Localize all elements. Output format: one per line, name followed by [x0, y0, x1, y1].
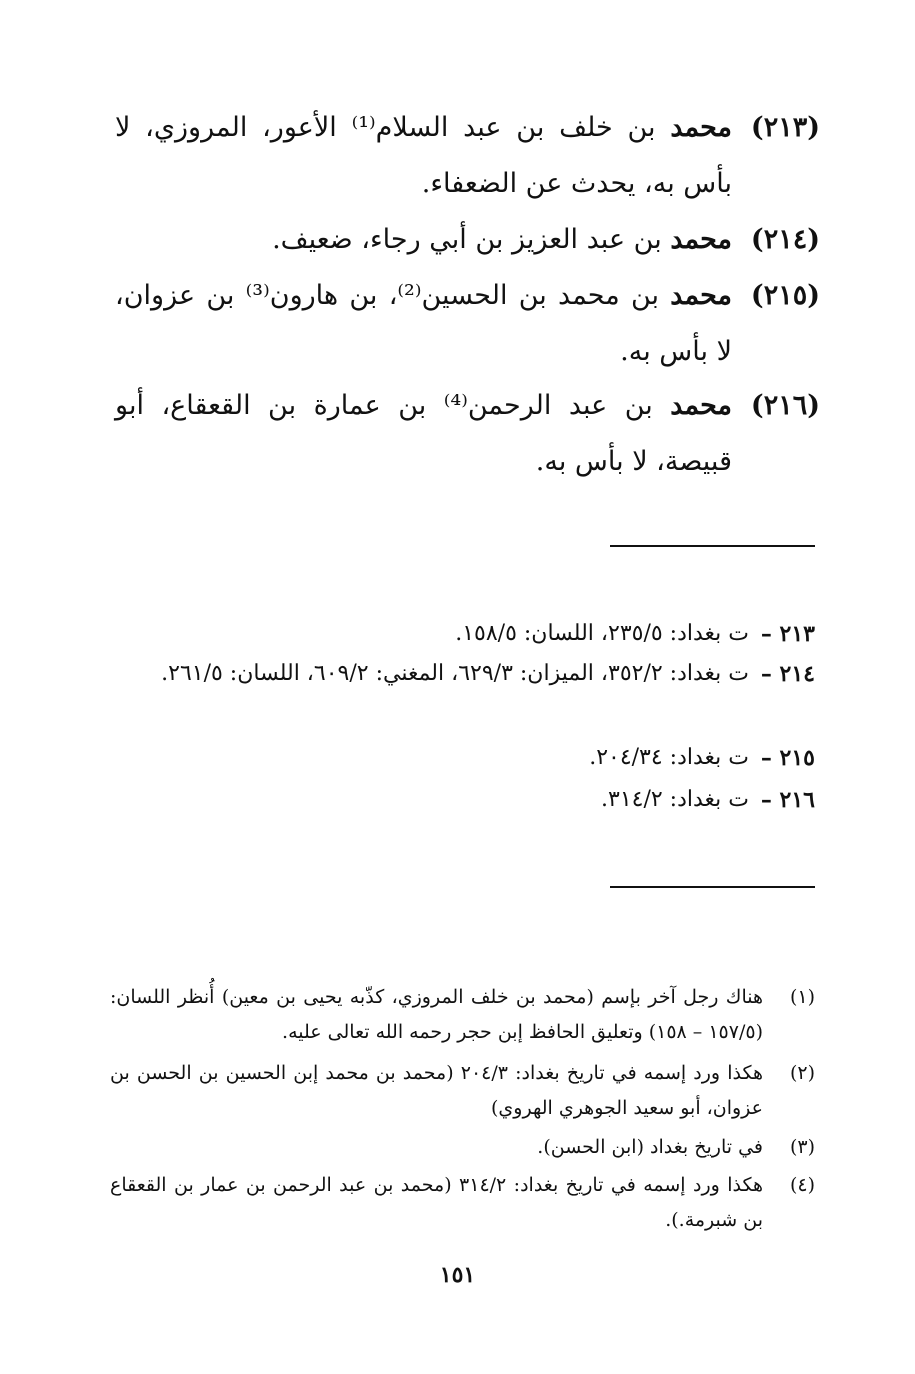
page-number: ١٥١: [439, 1262, 476, 1288]
entry-number: (٢١٣): [750, 112, 820, 143]
footnote-number: (١): [789, 986, 815, 1008]
source-213: [110, 614, 815, 654]
source-216: [110, 780, 815, 820]
entry-lead: محمد: [670, 390, 732, 421]
entry-lead: محمد: [670, 280, 732, 311]
source-text: ت بغداد: ٣١٤/٢.: [601, 787, 749, 812]
entry-text: بن محمد بن الحسين⁽²⁾، بن هارون⁽³⁾ بن عزوان، لا بأس به.: [115, 280, 732, 367]
footnote-text: هكذا ورد إسمه في تاريخ بغداد: ٢٠٤/٣ (محمد بن محمد إبن الحسين بن الحسن بن عزوان، أبو سعيد الجوهري الهروي): [110, 1062, 763, 1119]
source-number: ٢١٦ –: [760, 787, 815, 813]
source-214: [110, 654, 815, 694]
entry-lead: محمد: [670, 224, 732, 255]
entry-number: (٢١٤): [750, 224, 820, 255]
entry-214: [115, 212, 820, 268]
source-text: ت بغداد: ٣٥٢/٢، الميزان: ٦٢٩/٣، المغني: ٦٠٩/٢، اللسان: ٢٦١/٥.: [161, 661, 749, 686]
source-text: ت بغداد: ٢٠٤/٣٤.: [589, 745, 749, 770]
entry-body: [115, 212, 732, 268]
entry-body: [115, 378, 732, 490]
entry-text: بن عبد الرحمن⁽⁴⁾ بن عمارة بن القعقاع، أبو قبيصة، لا بأس به.: [115, 390, 732, 477]
entry-216: [115, 378, 820, 490]
entry-number: (٢١٥): [750, 280, 820, 311]
separator-rule: [610, 545, 815, 547]
entry-lead: محمد: [670, 112, 733, 143]
source-text: ت بغداد: ٢٣٥/٥، اللسان: ١٥٨/٥.: [455, 621, 749, 646]
footnote-2: [110, 1056, 815, 1126]
entry-215: [115, 268, 820, 380]
entry-body: [115, 100, 732, 212]
footnote-1: [110, 980, 815, 1050]
source-number: ٢١٣ –: [760, 621, 815, 647]
source-number: ٢١٥ –: [760, 745, 815, 771]
footnote-4: [110, 1168, 815, 1238]
footnote-text: هكذا ورد إسمه في تاريخ بغداد: ٣١٤/٢ (محمد بن عبد الرحمن بن عمار بن القعقاع بن شبرمة.).: [110, 1174, 763, 1231]
footnote-number: (٤): [789, 1174, 815, 1196]
entry-text: بن عبد العزيز بن أبي رجاء، ضعيف.: [272, 224, 662, 255]
entry-text: بن خلف بن عبد السلام⁽¹⁾ الأعور، المروزي، لا بأس به، يحدث عن الضعفاء.: [115, 112, 732, 199]
source-number: ٢١٤ –: [760, 661, 815, 687]
footnote-3: [110, 1130, 815, 1165]
entry-body: [115, 268, 732, 380]
entry-213: [115, 100, 820, 212]
footnote-text: هناك رجل آخر بإسم (محمد بن خلف المروزي، كذّبه يحيى بن معين) أُنظر اللسان: (١٥٧/٥ – ١٥٨) وتعليق الحافظ إبن حجر رحمه الله تعالى عليه.: [110, 986, 763, 1043]
footnote-text: في تاريخ بغداد (ابن الحسن).: [537, 1136, 763, 1158]
footnote-rule: [610, 886, 815, 888]
footnote-number: (٢): [789, 1062, 815, 1084]
entry-number: (٢١٦): [750, 390, 820, 421]
footnote-number: (٣): [789, 1136, 815, 1158]
source-215: [110, 738, 815, 778]
